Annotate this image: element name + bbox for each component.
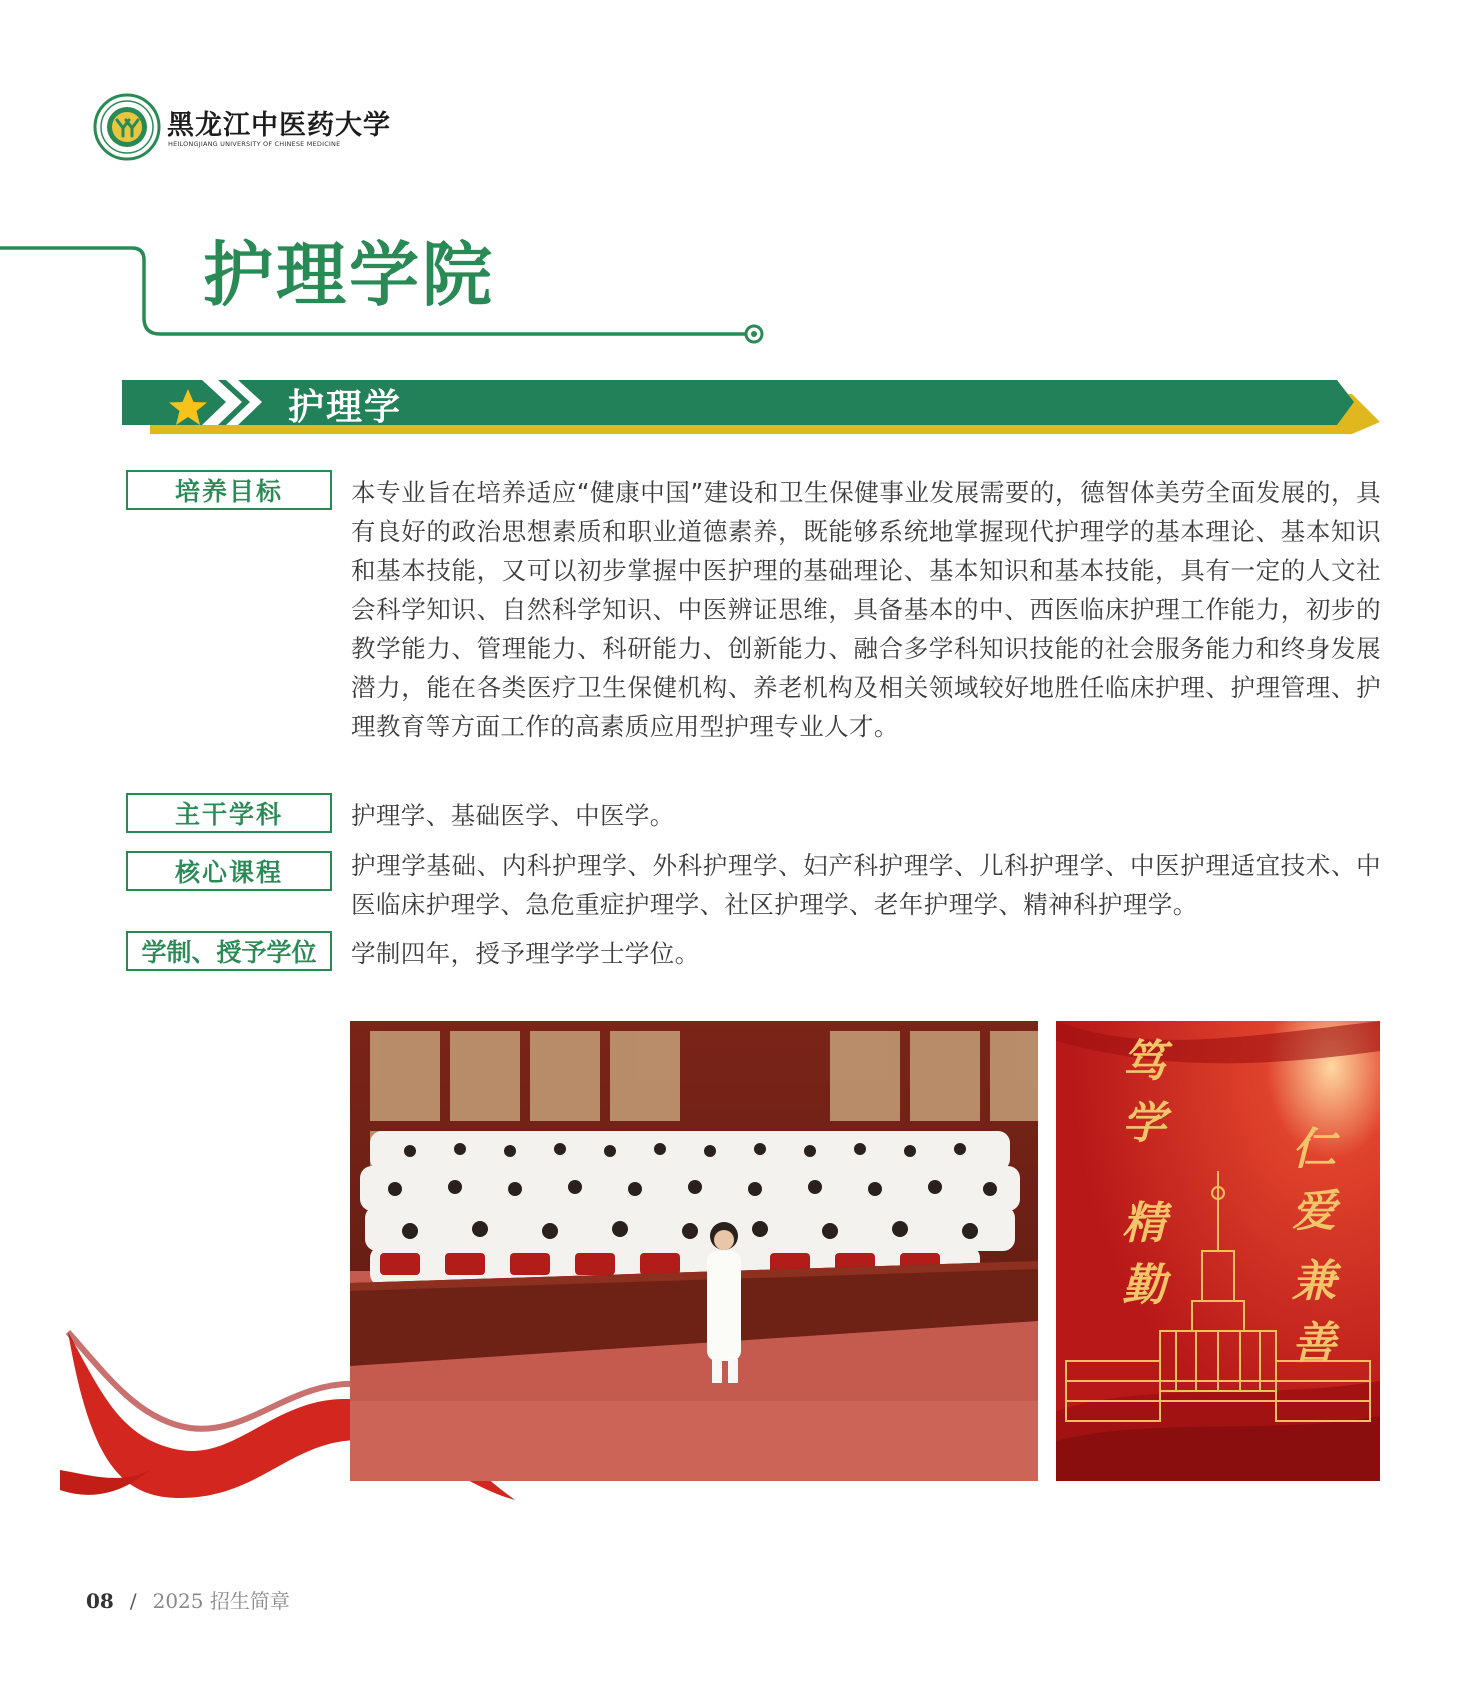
star-icon: [166, 386, 210, 430]
university-seal-icon: [93, 93, 161, 161]
ceremony-photo: [350, 1021, 1038, 1481]
brochure-title: 2025 招生简章: [152, 1589, 290, 1613]
page-title: 护理学院: [203, 234, 495, 316]
university-name: 黑龙江中医药大学: [167, 110, 391, 141]
text-core-courses: 护理学基础、内科护理学、外科护理学、妇产科护理学、儿科护理学、中医护理适宜技术、中医临床护理学、急危重症护理学、社区护理学、老年护理学、精神科护理学。: [351, 851, 1381, 919]
text-main-disciplines: 护理学、基础医学、中医学。: [351, 801, 675, 830]
motto-line-2: 精勤: [1122, 1198, 1166, 1311]
motto-line-1: 笃学: [1122, 1036, 1166, 1149]
university-logo: [93, 93, 391, 165]
label-main-disciplines: 主干学科: [126, 793, 332, 833]
page-number: 08: [86, 1589, 114, 1613]
text-duration-degree: 学制四年，授予理学学士学位。: [351, 939, 700, 968]
university-name-en: HEILONGJIANG UNIVERSITY OF CHINESE MEDICINE: [168, 140, 341, 148]
text-training-goal: 本专业旨在培养适应“健康中国”建设和卫生保健事业发展需要的，德智体美劳全面发展的，具有良好的政治思想素质和职业道德素养，既能够系统地掌握现代护理学的基本理论、基本知识和基本技能，又可以初步掌握中医护理的基础理论、基本知识和基本技能，具有一定的人文社会科学知识、自然科学知识、中医辨证思维，具备基本的中、西医临床护理工作能力，初步的教学能力、管理能力、科研能力、创新能力、融合多学科知识技能的社会服务能力和终身发展潜力，能在各类医疗卫生保健机构、养老机构及相关领域较好地胜任临床护理、护理管理、护理教育等方面工作的高素质应用型护理专业人才。: [351, 478, 1381, 741]
page-footer: [86, 1585, 290, 1614]
label-duration-degree: 学制、授予学位: [126, 931, 332, 971]
label-training-goal: 培养目标: [126, 470, 332, 510]
motto-line-3: 仁爱: [1292, 1124, 1336, 1237]
label-core-courses: 核心课程: [126, 851, 332, 891]
section-title: 护理学: [288, 387, 403, 428]
motto-line-4: 兼善: [1292, 1256, 1336, 1369]
motto-poster: [1056, 1021, 1380, 1481]
footer-separator: /: [129, 1589, 137, 1613]
